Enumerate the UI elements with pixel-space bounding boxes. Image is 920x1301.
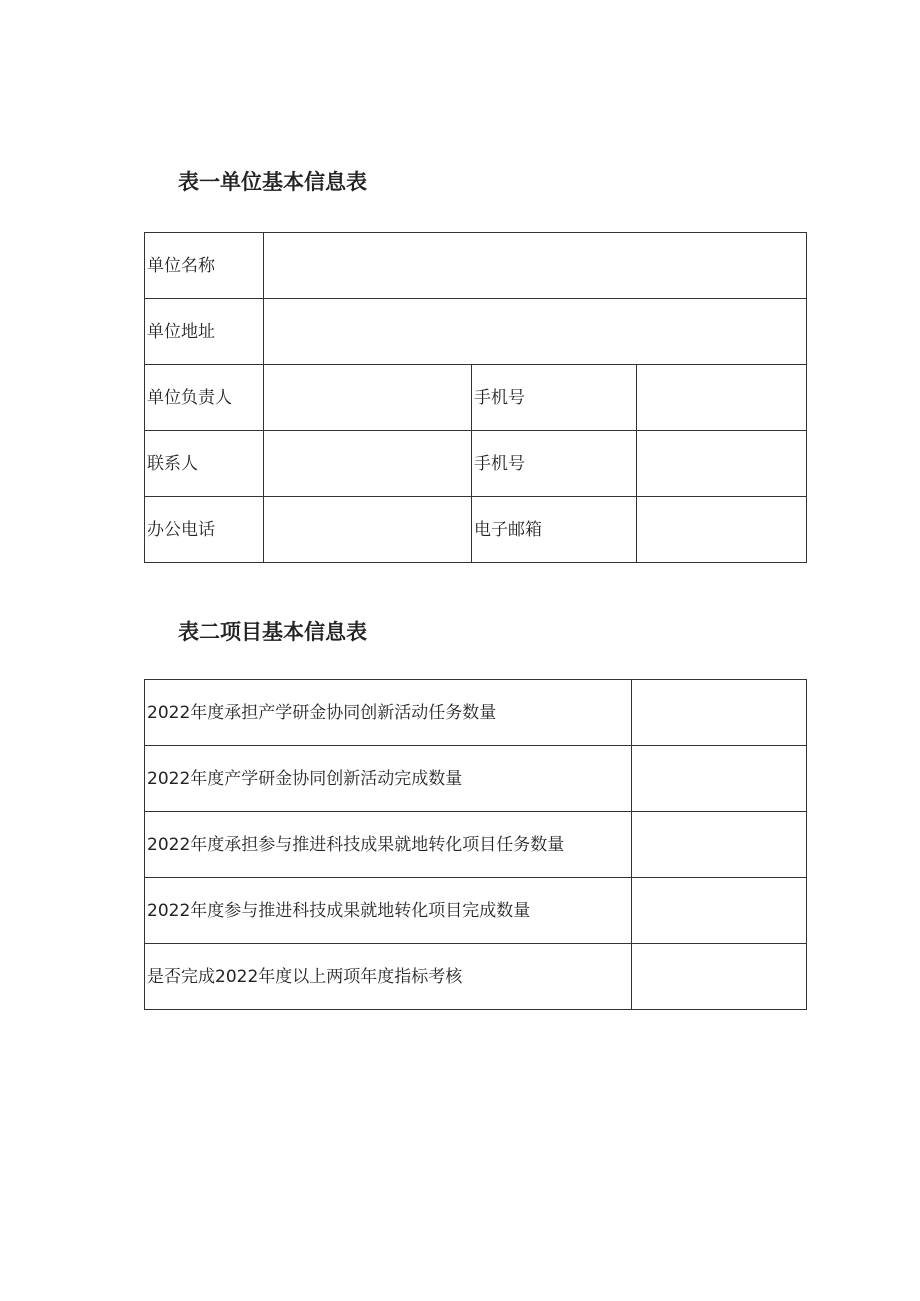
contact-value[interactable] [264, 431, 472, 497]
email-label: 电子邮箱 [472, 497, 637, 563]
unit-head-phone-label: 手机号 [472, 365, 637, 431]
unit-info-table [144, 232, 807, 563]
contact-phone-label: 手机号 [472, 431, 637, 497]
table2-title: 表二项目基本信息表 [178, 620, 367, 644]
table-row [145, 680, 807, 746]
table-row [145, 746, 807, 812]
office-phone-value[interactable] [264, 497, 472, 563]
project-item-value[interactable] [632, 878, 807, 944]
project-item-label: 是否完成2022年度以上两项年度指标考核 [145, 944, 632, 1010]
table-row [145, 497, 807, 563]
contact-phone-value[interactable] [637, 431, 807, 497]
unit-head-phone-value[interactable] [637, 365, 807, 431]
project-item-value[interactable] [632, 680, 807, 746]
office-phone-label: 办公电话 [145, 497, 264, 563]
email-value[interactable] [637, 497, 807, 563]
unit-address-label: 单位地址 [145, 299, 264, 365]
project-item-value[interactable] [632, 944, 807, 1010]
project-info-table [144, 679, 807, 1010]
project-item-label: 2022年度产学研金协同创新活动完成数量 [145, 746, 632, 812]
table-row [145, 233, 807, 299]
table-row [145, 431, 807, 497]
unit-name-label: 单位名称 [145, 233, 264, 299]
project-item-label: 2022年度参与推进科技成果就地转化项目完成数量 [145, 878, 632, 944]
project-item-label: 2022年度承担参与推进科技成果就地转化项目任务数量 [145, 812, 632, 878]
table-row [145, 812, 807, 878]
project-item-value[interactable] [632, 746, 807, 812]
contact-label: 联系人 [145, 431, 264, 497]
unit-head-label: 单位负责人 [145, 365, 264, 431]
table-row [145, 878, 807, 944]
table-row [145, 944, 807, 1010]
unit-name-value[interactable] [264, 233, 807, 299]
unit-address-value[interactable] [264, 299, 807, 365]
table1-title: 表一单位基本信息表 [178, 170, 367, 194]
unit-head-value[interactable] [264, 365, 472, 431]
table-row [145, 365, 807, 431]
table-row [145, 299, 807, 365]
project-item-label: 2022年度承担产学研金协同创新活动任务数量 [145, 680, 632, 746]
project-item-value[interactable] [632, 812, 807, 878]
